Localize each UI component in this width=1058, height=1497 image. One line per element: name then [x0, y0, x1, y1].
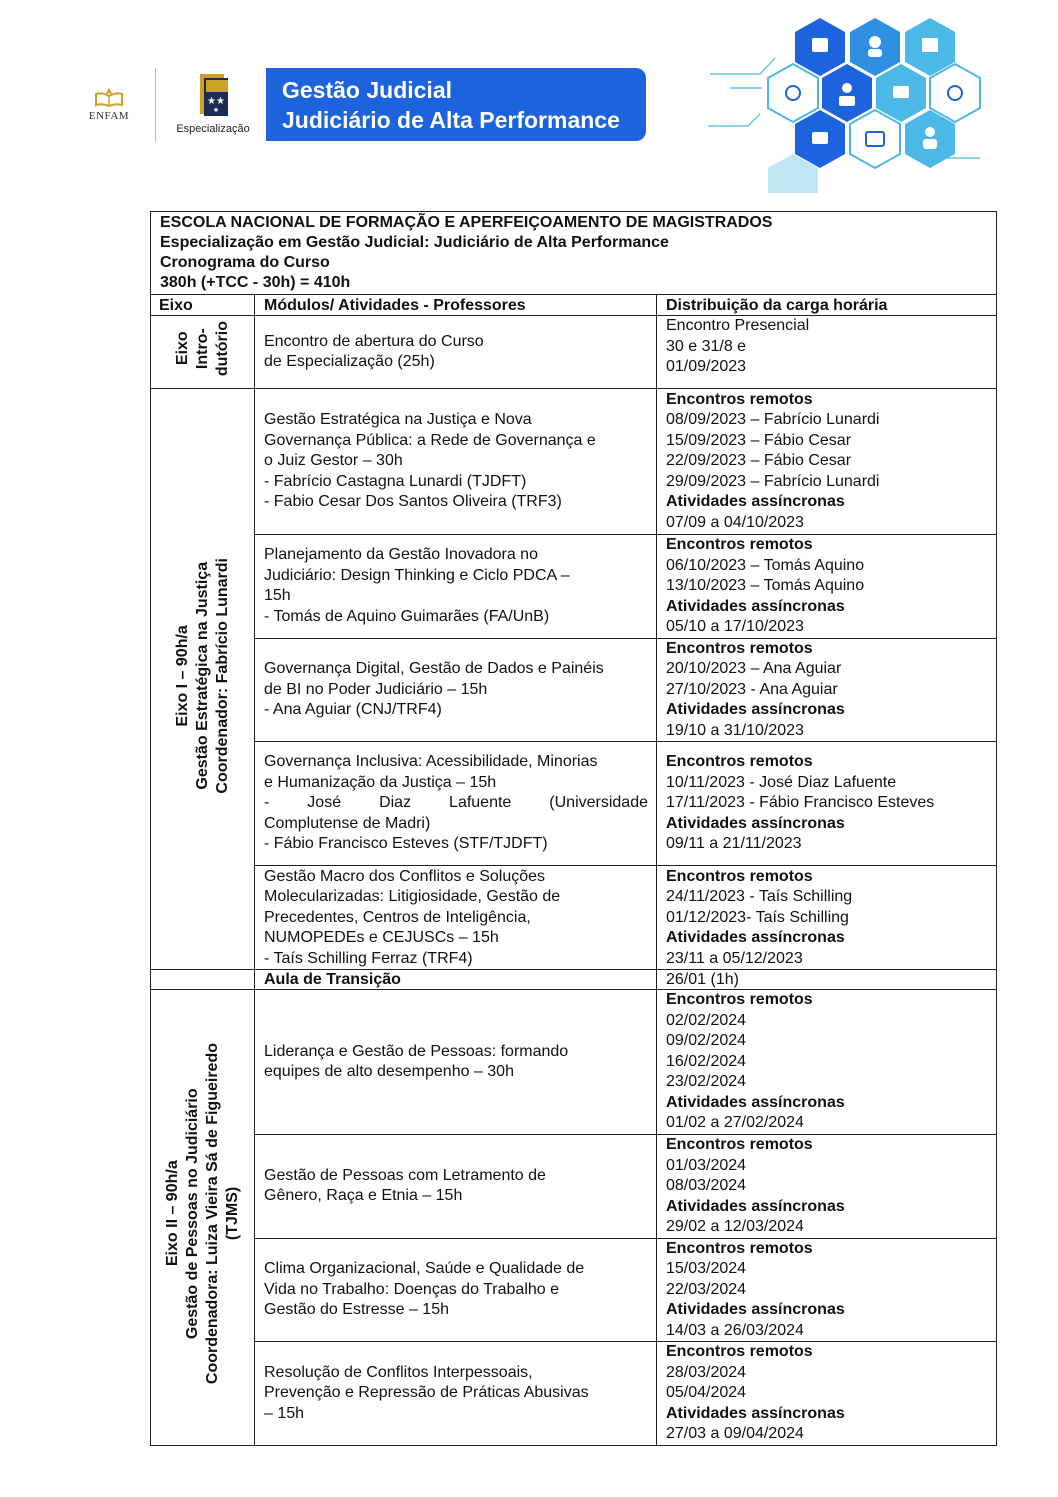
column-header-distribuicao: Distribuição da carga horária: [657, 295, 997, 316]
svg-text:★: ★: [212, 106, 220, 114]
eixo1-module5-row: [151, 866, 997, 970]
transicao-label: Aula de Transição: [255, 970, 657, 990]
especializacao-logo: [168, 68, 258, 142]
eixo2-label: Eixo II – 90h/a Gestão de Pessoas no Judiciário Coordenadora: Luiza Vieira Sá de Figueiredo (TJMS): [163, 1043, 241, 1385]
eixo2-module4: Resolução de Conflitos Interpessoais, Prevenção e Repressão de Práticas Abusivas – 15h: [255, 1342, 657, 1446]
enfam-emblem-icon: [92, 86, 126, 108]
column-header-row: [151, 295, 997, 316]
eixo2-module3-distribution: Encontros remotos 15/03/2024 22/03/2024 Atividades assíncronas 14/03 a 26/03/2024: [657, 1238, 997, 1342]
schedule-title: Cronograma do Curso: [160, 254, 330, 271]
hexagon-illustration: [700, 18, 990, 193]
page-header: [0, 0, 1058, 195]
especializacao-label: Especialização: [176, 123, 250, 135]
intro-row: [151, 316, 997, 389]
course-name: Especialização em Gestão Judicial: Judiciário de Alta Performance: [160, 234, 669, 251]
intro-module: Encontro de abertura do Curso de Especialização (25h): [255, 316, 657, 389]
eixo2-module1-distribution: Encontros remotos 02/02/2024 09/02/2024 16/02/2024 23/02/2024 Atividades assíncronas 01/02 a 27/02/2024: [657, 990, 997, 1135]
eixo1-module1: Gestão Estratégica na Justiça e Nova Governança Pública: a Rede de Governança e o Juiz Gestor – 30h - Fabrício Castagna Lunardi (TJDFT) - Fabio Cesar Dos Santos Oliveira (TRF3): [255, 389, 657, 535]
course-banner: [266, 68, 646, 141]
eixo1-module5-distribution: Encontros remotos 24/11/2023 - Taís Schilling 01/12/2023- Taís Schilling Atividades assíncronas 23/11 a 05/12/2023: [657, 866, 997, 970]
enfam-logo: [76, 68, 142, 142]
table-title: [151, 212, 997, 295]
column-header-eixo: Eixo: [151, 295, 255, 316]
especializacao-emblem-icon: [194, 70, 234, 118]
eixo1-module3-distribution: Encontros remotos 20/10/2023 – Ana Aguiar 27/10/2023 - Ana Aguiar Atividades assíncronas 19/10 a 31/10/2023: [657, 638, 997, 742]
eixo1-module1-row: [151, 389, 997, 535]
total-hours: 380h (+TCC - 30h) = 410h: [160, 274, 351, 291]
eixo2-module3-row: [151, 1238, 997, 1342]
eixo2-module2-row: [151, 1135, 997, 1239]
eixo-intro-label: Eixo Intro- dutório: [173, 321, 231, 377]
eixo1-module1-distribution: Encontros remotos 08/09/2023 – Fabrício Lunardi 15/09/2023 – Fábio Cesar 22/09/2023 – Fábio Cesar 29/09/2023 – Fabrício Lunardi Atividades assíncronas 07/09 a 04/10/2023: [657, 389, 997, 535]
eixo1-module2-distribution: Encontros remotos 06/10/2023 – Tomás Aquino 13/10/2023 – Tomás Aquino Atividades assíncronas 05/10 a 17/10/2023: [657, 535, 997, 639]
eixo1-module2: Planejamento da Gestão Inovadora no Judiciário: Design Thinking e Ciclo PDCA – 15h - Tomás de Aquino Guimarães (FA/UnB): [255, 535, 657, 639]
eixo1-module4-distribution: Encontros remotos 10/11/2023 - José Diaz Lafuente 17/11/2023 - Fábio Francisco Esteves Atividades assíncronas 09/11 a 21/11/2023: [657, 742, 997, 866]
eixo1-cell: [151, 389, 255, 970]
eixo1-module3: Governança Digital, Gestão de Dados e Painéis de BI no Poder Judiciário – 15h - Ana Aguiar (CNJ/TRF4): [255, 638, 657, 742]
eixo1-label: Eixo I – 90h/a Gestão Estratégica na Justiça Coordenador: Fabrício Lunardi: [173, 557, 231, 794]
eixo1-module4: Governança Inclusiva: Acessibilidade, Minorias e Humanização da Justiça – 15h - José Diaz Lafuente (Universidade Complutense de Madri) - Fábio Francisco Esteves (STF/TJDFT): [255, 742, 657, 866]
eixo-intro-cell: [151, 316, 255, 389]
logo-divider: [155, 68, 156, 142]
eixo2-cell: [151, 990, 255, 1446]
enfam-label: ENFAM: [88, 110, 130, 122]
svg-text:★★: ★★: [207, 96, 225, 107]
eixo1-module3-row: [151, 638, 997, 742]
transicao-eixo-cell: [151, 970, 255, 990]
transicao-distribution: 26/01 (1h): [657, 970, 997, 990]
eixo2-module3: Clima Organizacional, Saúde e Qualidade de Vida no Trabalho: Doenças do Trabalho e Gestão do Estresse – 15h: [255, 1238, 657, 1342]
column-header-modulos: Módulos/ Atividades - Professores: [255, 295, 657, 316]
eixo1-module2-row: [151, 535, 997, 639]
eixo1-module4-row: [151, 742, 997, 866]
title-row: [151, 212, 997, 295]
eixo2-module4-distribution: Encontros remotos 28/03/2024 05/04/2024 Atividades assíncronas 27/03 a 09/04/2024: [657, 1342, 997, 1446]
schedule-table: [150, 211, 997, 1446]
eixo2-module1-row: [151, 990, 997, 1135]
institution-name: ESCOLA NACIONAL DE FORMAÇÃO E APERFEIÇOAMENTO DE MAGISTRADOS: [160, 214, 773, 231]
eixo2-module2: Gestão de Pessoas com Letramento de Gênero, Raça e Etnia – 15h: [255, 1135, 657, 1239]
eixo2-module1: Liderança e Gestão de Pessoas: formando equipes de alto desempenho – 30h: [255, 990, 657, 1135]
banner-line-1: Gestão Judicial: [282, 77, 453, 103]
eixo2-module2-distribution: Encontros remotos 01/03/2024 08/03/2024 Atividades assíncronas 29/02 a 12/03/2024: [657, 1135, 997, 1239]
intro-distribution: Encontro Presencial 30 e 31/8 e 01/09/2023: [657, 316, 997, 389]
eixo1-module5: Gestão Macro dos Conflitos e Soluções Molecularizadas: Litigiosidade, Gestão de Precedentes, Centros de Inteligência, NUMOPEDEs e CEJUSCs – 15h - Taís Schilling Ferraz (TRF4): [255, 866, 657, 970]
eixo2-module4-row: [151, 1342, 997, 1446]
transicao-row: [151, 970, 997, 990]
banner-line-2: Judiciário de Alta Performance: [282, 107, 620, 133]
